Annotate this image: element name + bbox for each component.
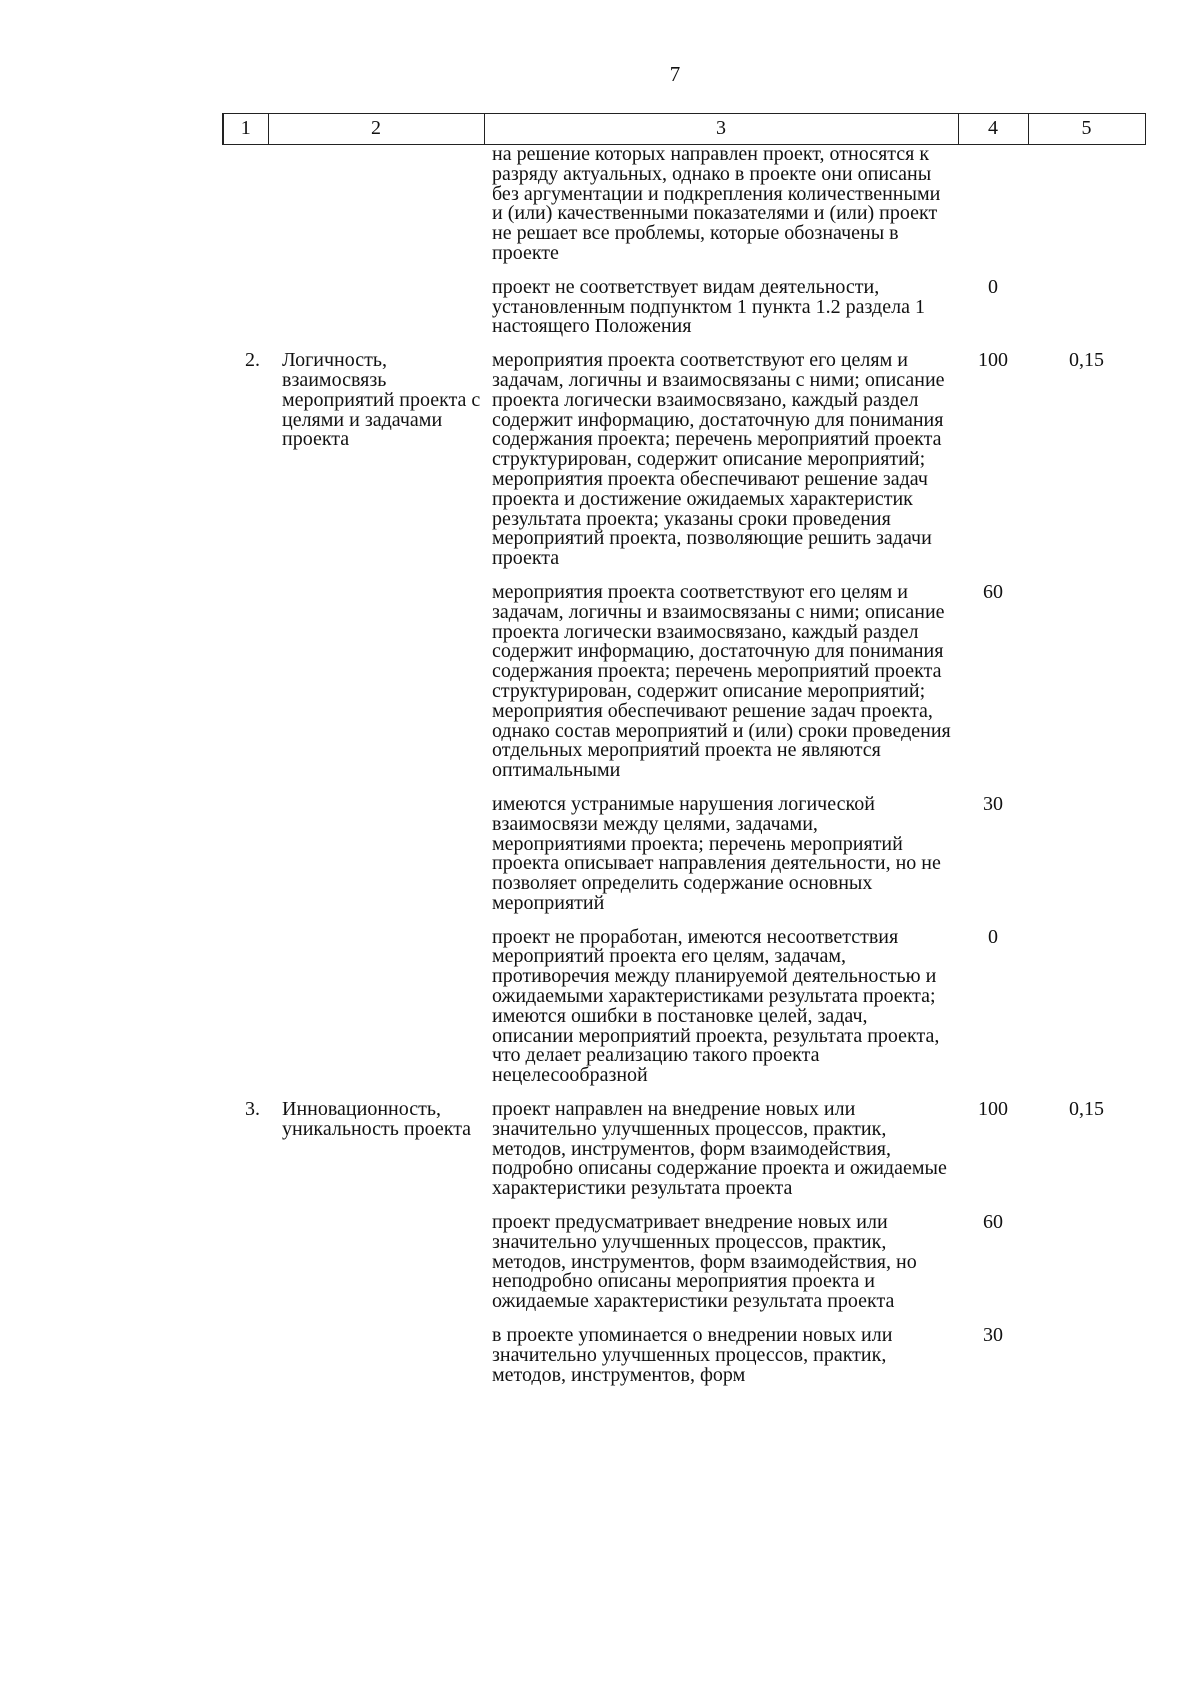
criterion-cell: Логичность, взаимосвязь мероприятий проекта с целями и задачами проекта	[282, 349, 481, 451]
score-cell: 30	[983, 1324, 1003, 1347]
description-cell: на решение которых направлен проект, относятся к разряду актуальных, однако в проекте они описаны без аргументации и подкрепления количественными и (или) качественными показателями и (или) проект не решает все проблемы, которые обозначены в проекте	[492, 143, 941, 264]
page-number: 7	[669, 62, 681, 86]
description-cell: в проекте упоминается о внедрении новых или значительно улучшенных процессов, практик, методов, инструментов, форм	[492, 1324, 893, 1386]
weight-cell	[1028, 145, 1145, 271]
score-cell: 0	[988, 925, 998, 948]
criterion-cell	[268, 145, 484, 271]
table-row	[223, 1093, 1145, 1206]
weight-cell	[1028, 576, 1145, 788]
row-number: 3.	[245, 1098, 260, 1121]
score-cell: 100	[978, 349, 1008, 372]
description-cell: мероприятия проекта соответствуют его целям и задачам, логичны и взаимосвязаны с ними; описание проекта логически взаимосвязано, каждый раздел содержит информацию, достаточную для понимания содержания проекта; перечень мероприятий проекта структурирован, содержит описание мероприятий; мероприятия обеспечивают решение задач проекта, однако состав мероприятий и (или) сроки проведения отдельных мероприятий проекта не являются оптимальными	[492, 580, 951, 782]
row-number: 2.	[245, 349, 260, 372]
weight-cell	[1028, 1319, 1145, 1392]
table-row	[223, 1319, 1145, 1392]
weight-cell	[1028, 271, 1145, 344]
description-cell: мероприятия проекта соответствуют его целям и задачам, логичны и взаимосвязаны с ними; описание проекта логически взаимосвязано, каждый раздел содержит информацию, достаточную для понимания содержания проекта; перечень мероприятий проекта структурирован, содержит описание мероприятий; мероприятия проекта обеспечивают решение задач проекта и достижение ожидаемых характеристик результата проекта; указаны сроки проведения мероприятий проекта, позволяющие решить задачи проекта	[492, 349, 945, 570]
table-row	[223, 271, 1145, 344]
score-cell: 100	[978, 1098, 1008, 1121]
table-row	[223, 145, 1145, 271]
criterion-cell: Инновационность, уникальность проекта	[282, 1098, 472, 1140]
header-col-1: 1	[223, 114, 268, 145]
header-col-5: 5	[1028, 114, 1145, 145]
weight-cell	[1028, 921, 1145, 1093]
weight-cell: 0,15	[1069, 349, 1104, 372]
header-col-2: 2	[268, 114, 484, 145]
row-number	[223, 576, 268, 788]
description-cell: имеются устранимые нарушения логической взаимосвязи между целями, задачами, мероприятиями проекта; перечень мероприятий проекта описывает направления деятельности, но не позволяет определить содержание основных мероприятий	[492, 792, 941, 914]
weight-cell: 0,15	[1069, 1098, 1104, 1121]
table-header-row	[223, 114, 1145, 145]
criterion-cell	[268, 576, 484, 788]
criterion-cell	[268, 921, 484, 1093]
row-number	[223, 1319, 268, 1392]
row-number	[223, 921, 268, 1093]
row-number	[223, 1206, 268, 1319]
header-col-4: 4	[958, 114, 1028, 145]
score-cell: 0	[988, 275, 998, 298]
criteria-table	[222, 113, 1146, 1392]
description-cell: проект не соответствует видам деятельности, установленным подпунктом 1 пункта 1.2 раздела 1 настоящего Положения	[492, 275, 925, 338]
criterion-cell	[268, 271, 484, 344]
criterion-cell	[268, 1206, 484, 1319]
description-cell: проект предусматривает внедрение новых или значительно улучшенных процессов, практик, методов, инструментов, форм взаимодействия, но неподробно описаны мероприятия проекта и ожидаемые характеристики результата проекта	[492, 1211, 917, 1313]
header-col-3: 3	[484, 114, 958, 145]
table-row	[223, 576, 1145, 788]
table-row	[223, 344, 1145, 576]
table-row	[223, 921, 1145, 1093]
table-row	[223, 1206, 1145, 1319]
criterion-cell	[268, 1319, 484, 1392]
score-cell	[958, 145, 1028, 271]
criterion-cell	[268, 788, 484, 921]
description-cell: проект направлен на внедрение новых или значительно улучшенных процессов, практик, методов, инструментов, форм взаимодействия, подробно описаны содержание проекта и ожидаемые характеристики результата проекта	[492, 1098, 947, 1200]
weight-cell	[1028, 1206, 1145, 1319]
score-cell: 30	[983, 792, 1003, 815]
score-cell: 60	[983, 580, 1003, 603]
row-number	[223, 271, 268, 344]
weight-cell	[1028, 788, 1145, 921]
score-cell: 60	[983, 1211, 1003, 1234]
row-number	[223, 788, 268, 921]
description-cell: проект не проработан, имеются несоответствия мероприятий проекта его целям, задачам, противоречия между планируемой деятельностью и ожидаемыми характеристиками результата проекта; имеются ошибки в постановке целей, задач, описании мероприятий проекта, результата проекта, что делает реализацию такого проекта нецелесообразной	[492, 925, 940, 1087]
table-row	[223, 788, 1145, 921]
row-number	[223, 145, 268, 271]
